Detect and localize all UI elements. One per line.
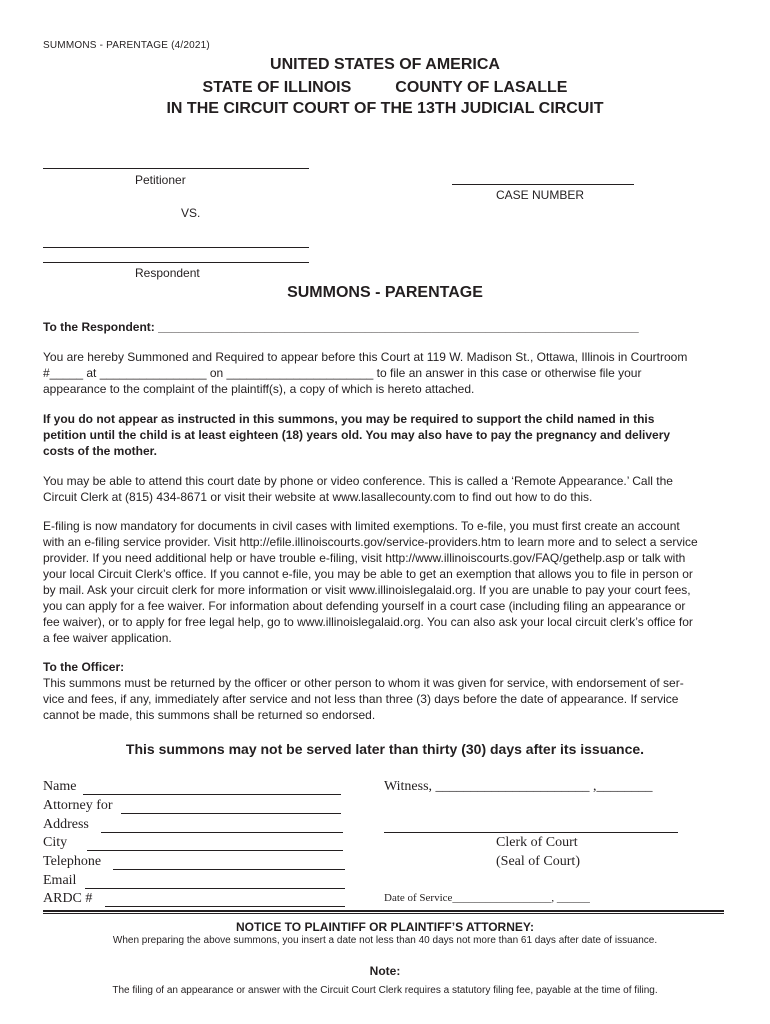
- notice-divider: [43, 910, 724, 912]
- attorney-field[interactable]: [121, 813, 341, 814]
- text-line: If you do not appear as instructed in this summons, you may be required to support the child named in this: [43, 412, 655, 426]
- city-field[interactable]: [87, 850, 343, 851]
- heading-county: COUNTY OF LASALLE: [395, 79, 568, 96]
- notice-divider-thin: [43, 913, 724, 914]
- notice-text: When preparing the above summons, you insert a date not less than 40 days not more than 61 days after date of issuance.: [112, 935, 658, 946]
- heading-court: IN THE CIRCUIT COURT OF THE 13TH JUDICIAL CIRCUIT: [166, 100, 604, 117]
- text-line: you can apply for a fee waiver. For information about defending yourself in a court case (including filing an appearance or: [43, 599, 686, 613]
- case-number-label: CASE NUMBER: [496, 188, 585, 202]
- text-line: Circuit Clerk at (815) 434-8671 or visit their website at www.lasallecounty.com to find out how to do this.: [43, 490, 593, 504]
- notice-heading: NOTICE TO PLAINTIFF OR PLAINTIFF’S ATTORNEY:: [236, 920, 534, 934]
- efile-paragraph: [43, 518, 727, 646]
- city-label: City: [43, 835, 68, 850]
- text-line: fee waiver), or to apply for free legal help, go to www.illinoislegalaid.org. You can also ask your local circuit clerk’s office for: [43, 615, 693, 629]
- text-line: You are hereby Summoned and Required to appear before this Court at 119 W. Madison St., Ottawa, Illinois in Courtroom: [43, 350, 688, 364]
- text-line: #_____ at ________________ on ______________________ to file an answer in this case or otherwise file your: [43, 366, 642, 380]
- attorney-label: Attorney for: [43, 798, 113, 813]
- heading-country: UNITED STATES OF AMERICA: [270, 56, 500, 73]
- text-line: provider. If you need additional help or have trouble e-filing, visit http://www.illinoiscourts.gov/FAQ/gethelp.asp or talk with: [43, 551, 686, 565]
- address-field[interactable]: [101, 832, 343, 833]
- clerk-of-court-label: Clerk of Court: [496, 835, 578, 850]
- telephone-label: Telephone: [43, 854, 102, 869]
- case-number-line[interactable]: [452, 184, 634, 185]
- warning-paragraph: [43, 411, 727, 459]
- petitioner-line[interactable]: [43, 168, 309, 169]
- text-line: vice and fees, if any, immediately after service and not less than three (3) days before the date of appearance. If service: [43, 692, 679, 706]
- respondent-line-2[interactable]: [43, 262, 309, 263]
- text-line: E-filing is now mandatory for documents in civil cases with limited exemptions. To e-file, you must first create an account: [43, 519, 680, 533]
- summoned-paragraph: [43, 349, 727, 397]
- respondent-line-1[interactable]: [43, 247, 309, 248]
- petitioner-label: Petitioner: [135, 173, 186, 187]
- text-line: cannot be made, this summons shall be returned so endorsed.: [43, 708, 376, 722]
- address-label: Address: [43, 817, 89, 832]
- text-line: This summons must be returned by the officer or other person to whom it was given for service, with endorsement of ser-: [43, 676, 684, 690]
- text-line: by mail. Ask your circuit clerk for more information or visit www.illinoislegalaid.org. If you are unable to pay your court fees,: [43, 583, 691, 597]
- email-label: Email: [43, 873, 77, 888]
- officer-label: To the Officer:: [43, 660, 125, 674]
- text-line: with an e-filing service provider. Visit http://efile.illinoiscourts.gov/service-providers.htm to learn more and to select a service: [43, 535, 698, 549]
- witness-line[interactable]: Witness, ______________________ ,________: [384, 779, 653, 794]
- email-field[interactable]: [85, 888, 345, 889]
- telephone-field[interactable]: [113, 869, 345, 870]
- text-line: petition until the child is at least eighteen (18) years old. You may also have to pay the pregnancy and delivery: [43, 428, 671, 442]
- attorney-fields: [43, 779, 353, 909]
- officer-paragraph: [43, 659, 727, 723]
- remote-paragraph: [43, 473, 727, 505]
- to-respondent-line: To the Respondent: ________________________________________________________________________: [43, 320, 639, 334]
- text-line: You may be able to attend this court date by phone or video conference. This is called a ‘Remote Appearance.’ Call the: [43, 474, 673, 488]
- text-line: appearance to the complaint of the plaintiff(s), a copy of which is hereto attached.: [43, 382, 475, 396]
- seal-label: (Seal of Court): [496, 854, 580, 869]
- heading-state-county: [0, 79, 770, 97]
- vs-label: VS.: [181, 206, 201, 220]
- heading-state: STATE OF ILLINOIS: [202, 79, 352, 96]
- respondent-label: Respondent: [135, 266, 200, 280]
- note-text: The filing of an appearance or answer with the Circuit Court Clerk requires a statutory filing fee, payable at the time of filing.: [112, 985, 658, 996]
- clerk-signature-line[interactable]: [384, 832, 678, 833]
- date-of-service-line[interactable]: Date of Service__________________, ______: [384, 892, 590, 904]
- note-label: Note:: [369, 964, 401, 978]
- name-field[interactable]: [83, 794, 341, 795]
- text-line: your local Circuit Clerk’s office. If you cannot e-file, you may be able to get an exemption that allows you to file in person or: [43, 567, 693, 581]
- served-notice: This summons may not be served later than thirty (30) days after its issuance.: [125, 741, 645, 757]
- text-line: costs of the mother.: [43, 444, 158, 458]
- text-line: a fee waiver application.: [43, 631, 172, 645]
- name-label: Name: [43, 779, 77, 794]
- ardc-label: ARDC #: [43, 891, 93, 906]
- ardc-field[interactable]: [105, 906, 345, 907]
- form-id: SUMMONS - PARENTAGE (4/2021): [43, 40, 210, 51]
- document-title: SUMMONS - PARENTAGE: [287, 284, 483, 301]
